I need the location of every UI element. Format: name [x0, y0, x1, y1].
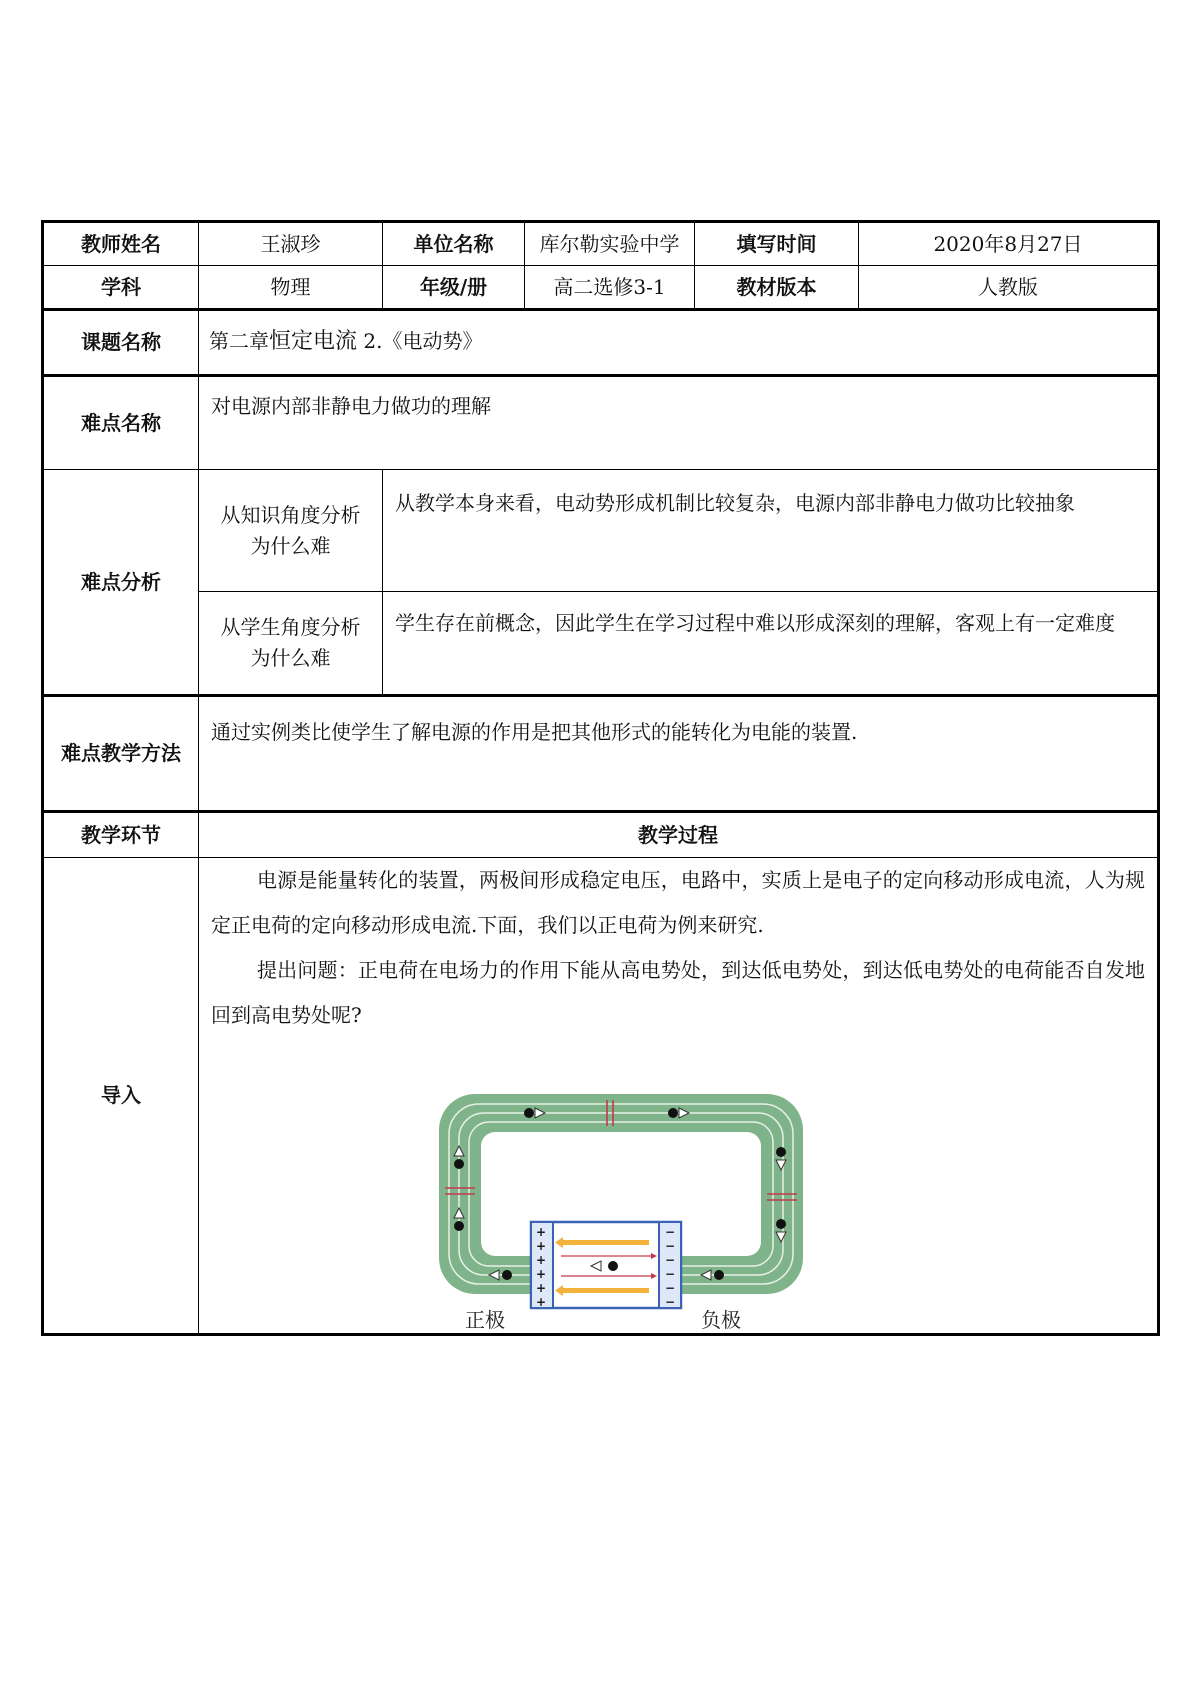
- subject-value: 物理: [199, 266, 383, 310]
- method-label: 难点教学方法: [43, 696, 199, 812]
- teacher-value: 王淑珍: [199, 222, 383, 266]
- negative-pole-label: 负极: [701, 1308, 741, 1332]
- edition-value: 人教版: [859, 266, 1159, 310]
- topic-suffix: 2.《电动势》: [357, 329, 483, 354]
- intro-label: 导入: [43, 858, 199, 1335]
- grade-value: 高二选修3-1: [525, 266, 695, 310]
- intro-content: [199, 858, 1159, 1335]
- topic-row: [43, 310, 1159, 376]
- intro-paragraph-1: 电源是能量转化的装置，两极间形成稳定电压，电路中，实质上是电子的定向移动形成电流，人为规定正电荷的定向移动形成电流.下面，我们以正电荷为例来研究.: [211, 868, 1145, 937]
- process-label: 教学过程: [199, 812, 1159, 858]
- method-value: 通过实例类比使学生了解电源的作用是把其他形式的能转化为电能的装置.: [199, 696, 1159, 812]
- stage-label: 教学环节: [43, 812, 199, 858]
- knowledge-label: 从知识角度分析为什么难: [199, 470, 383, 592]
- svg-text:−: −: [665, 1239, 676, 1253]
- positive-pole-label: 正极: [465, 1308, 505, 1332]
- analysis-label: 难点分析: [43, 470, 199, 696]
- svg-text:+: +: [536, 1267, 547, 1281]
- svg-text:+: +: [536, 1225, 547, 1239]
- intro-row: [43, 858, 1159, 1335]
- edition-label: 教材版本: [695, 266, 859, 310]
- topic-prefix: 第二章: [209, 329, 269, 354]
- student-value: 学生存在前概念，因此学生在学习过程中难以形成深刻的理解，客观上有一定难度: [383, 592, 1159, 696]
- grade-label: 年级/册: [383, 266, 525, 310]
- intro-paragraph-2: 提出问题：正电荷在电场力的作用下能从高电势处，到达低电势处，到达低电势处的电荷能否自发地回到高电势处呢?: [211, 958, 1145, 1027]
- method-row: [43, 696, 1159, 812]
- svg-text:−: −: [665, 1253, 676, 1267]
- topic-emph: 恒定电流: [269, 329, 358, 355]
- difficulty-row: [43, 376, 1159, 470]
- lesson-plan-table: [41, 220, 1160, 1336]
- student-label: 从学生角度分析为什么难: [199, 592, 383, 696]
- difficulty-value: 对电源内部非静电力做功的理解: [199, 376, 1159, 470]
- date-label: 填写时间: [695, 222, 859, 266]
- svg-text:−: −: [665, 1281, 676, 1295]
- svg-text:+: +: [536, 1239, 547, 1253]
- circuit-diagram: [431, 1090, 811, 1320]
- date-value: 2020年8月27日: [859, 222, 1159, 266]
- header-row-2: [43, 266, 1159, 310]
- header-row-1: [43, 222, 1159, 266]
- unit-value: 库尔勒实验中学: [525, 222, 695, 266]
- analysis-row-student: [43, 592, 1159, 696]
- svg-text:+: +: [536, 1295, 547, 1309]
- knowledge-value: 从教学本身来看，电动势形成机制比较复杂，电源内部非静电力做功比较抽象: [383, 470, 1159, 592]
- svg-text:−: −: [665, 1267, 676, 1281]
- analysis-row-knowledge: [43, 470, 1159, 592]
- process-header-row: [43, 812, 1159, 858]
- svg-text:−: −: [665, 1295, 676, 1309]
- teacher-label: 教师姓名: [43, 222, 199, 266]
- subject-label: 学科: [43, 266, 199, 310]
- topic-value: [199, 310, 1159, 376]
- difficulty-label: 难点名称: [43, 376, 199, 470]
- topic-label: 课题名称: [43, 310, 199, 376]
- unit-label: 单位名称: [383, 222, 525, 266]
- circuit-figure: [431, 1090, 811, 1330]
- svg-text:+: +: [536, 1253, 547, 1267]
- svg-text:−: −: [665, 1225, 676, 1239]
- svg-text:+: +: [536, 1281, 547, 1295]
